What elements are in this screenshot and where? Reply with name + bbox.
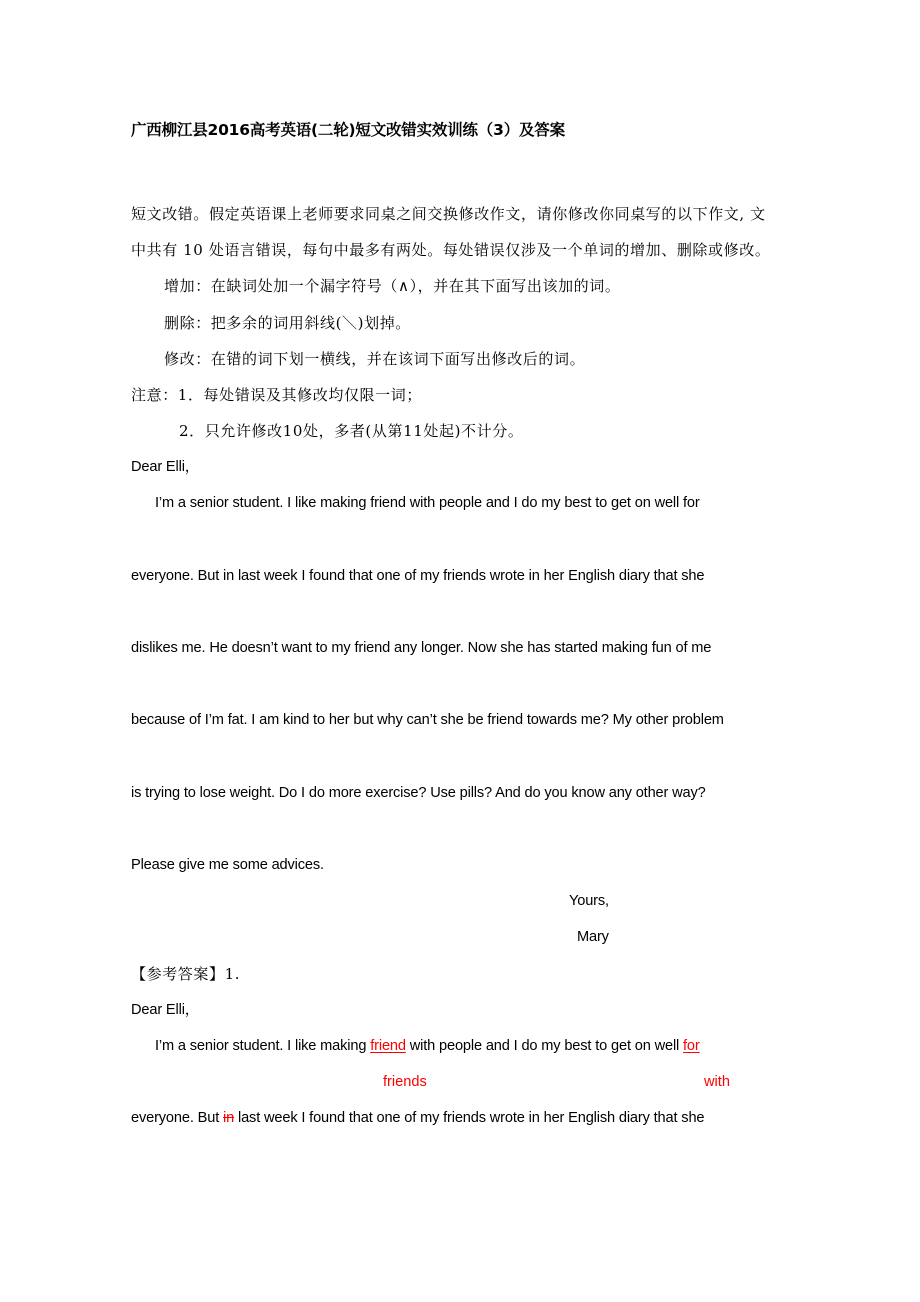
correction-with: with [704, 1074, 730, 1090]
answer-heading [131, 964, 240, 985]
answer-line2-before: everyone. But [131, 1110, 224, 1126]
error-word-friend: friend [370, 1038, 406, 1054]
answer-line1-before: I’m a senior student. I like making [155, 1038, 371, 1054]
instructions-note1: 注意：1．每处错误及其修改均仅限一词； [131, 386, 422, 404]
letter-line: Please give me some advices. [131, 857, 324, 873]
instructions-intro-line1: 短文改错。假定英语课上老师要求同桌之间交换修改作文，请你修改你同桌写的以下作文, 文 [131, 205, 766, 223]
letter-line: is trying to lose weight. Do I do more exercise? Use pills? And do you know any other way? [131, 785, 706, 801]
answer-line2 [131, 1108, 704, 1128]
instructions-intro-line2: 中共有 10 处语言错误，每句中最多有两处。每处错误仅涉及一个单词的增加、删除或修改。 [131, 241, 771, 259]
letter-line: because of I’m fat. I am kind to her but why can’t she be friend towards me? My other problem [131, 712, 724, 728]
letter-salutation: Dear Elli， [131, 459, 200, 475]
correction-friends: friends [383, 1074, 427, 1090]
instructions-note2: 2．只允许修改10处，多者(从第11处起)不计分。 [179, 422, 524, 440]
deleted-word-in: in [223, 1110, 235, 1126]
letter-line: everyone. But in last week I found that one of my friends wrote in her English diary that she [131, 568, 705, 584]
letter-line: dislikes me. He doesn’t want to my friend any longer. Now she has started making fun of me [131, 640, 712, 656]
document-title: 广西柳江县2016高考英语(二轮)短文改错实效训练（3）及答案 [131, 121, 565, 139]
answer-line1 [155, 1036, 700, 1056]
letter-line: I’m a senior student. I like making friend with people and I do my best to get on well for [155, 495, 700, 511]
answer-line2-after: last week I found that one of my friends wrote in her English diary that she [234, 1110, 705, 1126]
error-word-for: for [683, 1038, 700, 1054]
instructions-add: 增加：在缺词处加一个漏字符号（∧），并在其下面写出该加的词。 [164, 277, 621, 295]
answer-heading-text: 【参考答案】1. [131, 965, 241, 983]
instructions-modify: 修改：在错的词下划一横线，并在该词下面写出修改后的词。 [164, 350, 586, 368]
letter-signature: Mary [577, 929, 609, 945]
letter-closing: Yours, [569, 893, 609, 909]
answer-salutation: Dear Elli， [131, 1002, 200, 1018]
answer-line1-middle: with people and I do my best to get on well [405, 1038, 684, 1054]
instructions-delete: 删除：把多余的词用斜线(＼)划掉。 [164, 314, 411, 332]
